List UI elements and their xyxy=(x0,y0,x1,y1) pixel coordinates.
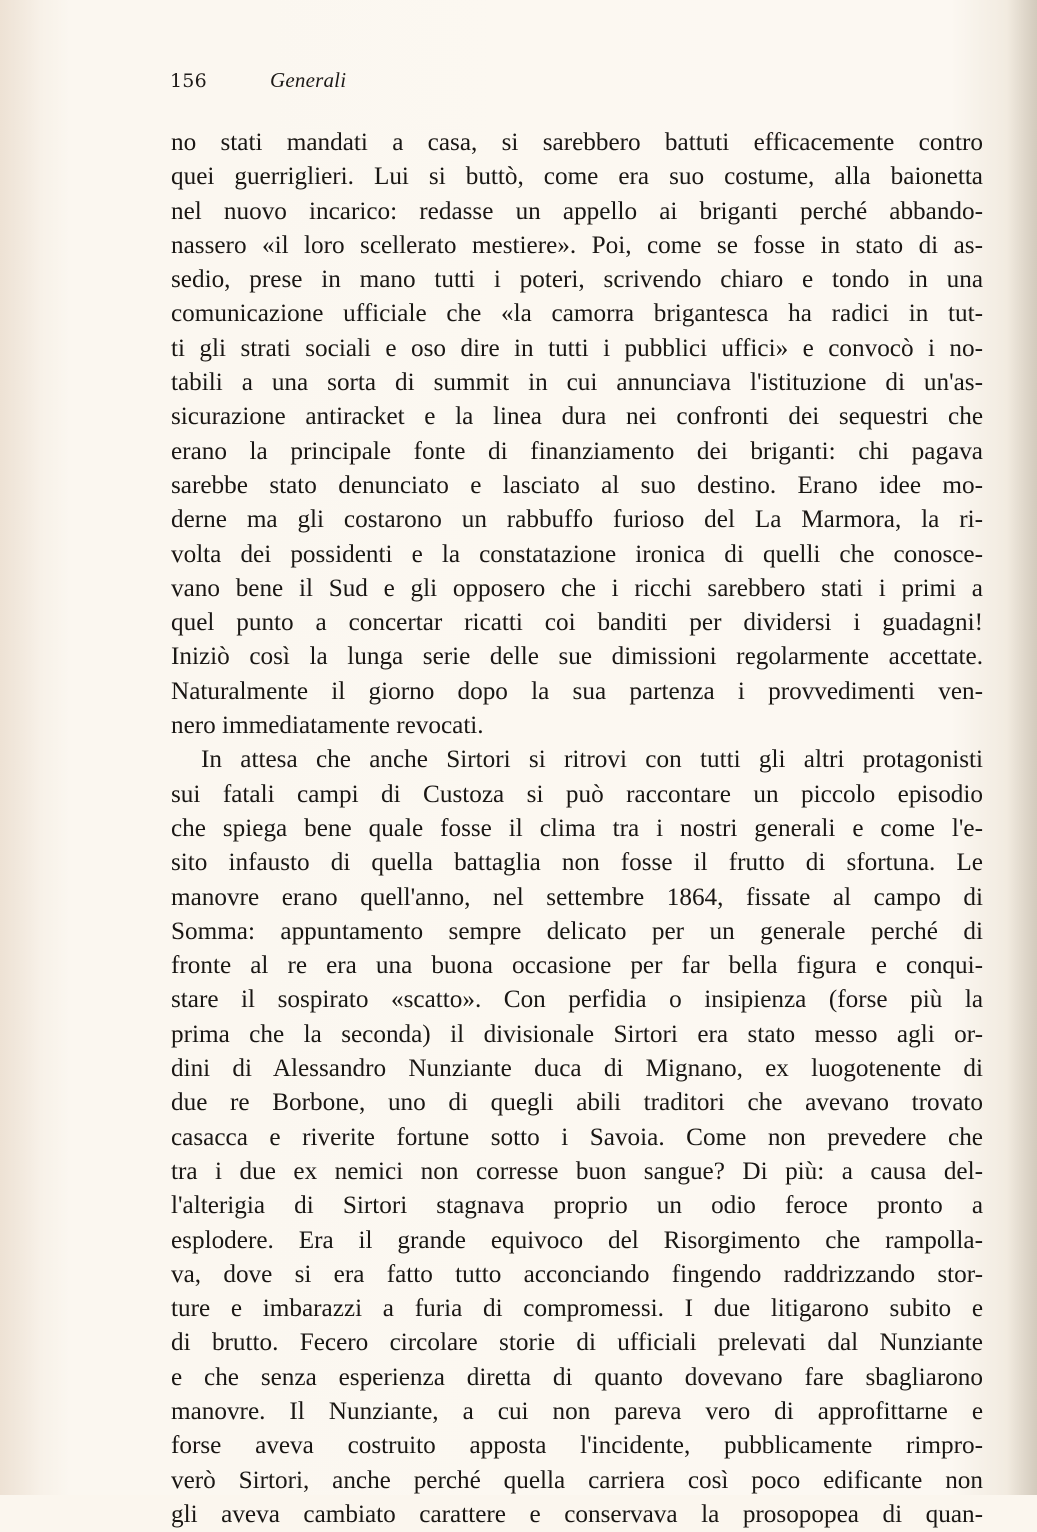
text-line: stare il sospirato «scatto». Con perfidia o insipienza (forse più la xyxy=(171,986,983,1014)
text-line: verò Sirtori, anche perché quella carriera così poco edificante non xyxy=(171,1466,983,1494)
running-header xyxy=(170,68,346,93)
text-line: Iniziò così la lunga serie delle sue dimissioni regolarmente accettate. xyxy=(171,643,983,671)
text-line: forse aveva costruito apposta l'incidente, pubblicamente rimpro- xyxy=(171,1432,983,1460)
text-line: sarebbe stato denunciato e lasciato al suo destino. Erano idee mo- xyxy=(171,471,983,499)
section-title: Generali xyxy=(270,68,347,92)
text-line: quel punto a concertar ricatti coi banditi per dividersi i guadagni! xyxy=(171,609,983,637)
text-line: no stati mandati a casa, si sarebbero battuti efficacemente contro xyxy=(171,129,983,156)
text-line: sedio, prese in mano tutti i poteri, scrivendo chiaro e tondo in una xyxy=(171,266,983,294)
text-line: derne ma gli costarono un rabbuffo furioso del La Marmora, la ri- xyxy=(171,506,983,534)
text-line: gli aveva cambiato carattere e conservava la prosopopea di quan- xyxy=(171,1500,983,1528)
paragraph xyxy=(171,743,983,1532)
text-line: Naturalmente il giorno dopo la sua partenza i provvedimenti ven- xyxy=(171,677,983,705)
text-line: quei guerriglieri. Lui si buttò, come era suo costume, alla baionetta xyxy=(171,163,983,191)
page-number: 156 xyxy=(170,70,207,92)
text-line: sicurazione antiracket e la linea dura nei confronti dei sequestri che xyxy=(171,403,983,431)
text-line: In attesa che anche Sirtori si ritrovi con tutti gli altri protagonisti xyxy=(201,746,983,774)
text-line: e che senza esperienza diretta di quanto dovevano fare sbagliarono xyxy=(171,1363,983,1391)
text-line: ture e imbarazzi a furia di compromessi. I due litigarono subito e xyxy=(171,1295,983,1323)
text-line: prima che la seconda) il divisionale Sirtori era stato messo agli or- xyxy=(171,1020,983,1048)
text-line: sito infausto di quella battaglia non fosse il frutto di sfortuna. Le xyxy=(171,849,983,877)
text-line: nel nuovo incarico: redasse un appello ai briganti perché abbando- xyxy=(171,197,983,225)
text-line: sui fatali campi di Custoza si può raccontare un piccolo episodio xyxy=(171,780,983,808)
text-line: ti gli strati sociali e oso dire in tutti i pubblici uffici» e convocò i no- xyxy=(171,334,983,362)
text-line: di brutto. Fecero circolare storie di ufficiali prelevati dal Nunziante xyxy=(171,1329,983,1357)
text-line: volta dei possidenti e la constatazione ironica di quelli che conosce- xyxy=(171,540,983,568)
text-line: manovre erano quell'anno, nel settembre 1864, fissate al campo di xyxy=(171,883,983,911)
body-text xyxy=(171,126,983,1532)
text-line: comunicazione ufficiale che «la camorra brigantesca ha radici in tut- xyxy=(171,300,983,328)
text-line: va, dove si era fatto tutto acconciando fingendo raddrizzando stor- xyxy=(171,1260,983,1288)
text-line: tabili a una sorta di summit in cui annunciava l'istituzione di un'as- xyxy=(171,369,983,397)
text-line: che spiega bene quale fosse il clima tra i nostri generali e come l'e- xyxy=(171,814,983,842)
text-line: esplodere. Era il grande equivoco del Risorgimento che rampolla- xyxy=(171,1226,983,1254)
text-line: casacca e riverite fortune sotto i Savoia. Come non prevedere che xyxy=(171,1123,983,1151)
text-line: dini di Alessandro Nunziante duca di Mignano, ex luogotenente di xyxy=(171,1055,983,1083)
gutter-shadow xyxy=(0,0,70,1495)
text-line: nero immediatamente revocati. xyxy=(171,712,484,740)
text-line: nassero «il loro scellerato mestiere». Poi, come se fosse in stato di as- xyxy=(171,231,983,259)
text-line: fronte al re era una buona occasione per far bella figura e conqui- xyxy=(171,952,983,980)
text-line: vano bene il Sud e gli opposero che i ricchi sarebbero stati i primi a xyxy=(171,574,983,602)
text-line: due re Borbone, uno di quegli abili traditori che avevano trovato xyxy=(171,1089,983,1117)
page-edge-shadow xyxy=(1007,0,1037,1495)
text-line: l'alterigia di Sirtori stagnava proprio un odio feroce pronto a xyxy=(171,1192,983,1220)
text-line: Somma: appuntamento sempre delicato per un generale perché di xyxy=(171,917,983,945)
paragraph xyxy=(171,126,983,743)
text-line: tra i due ex nemici non corresse buon sangue? Di più: a causa del- xyxy=(171,1157,983,1185)
text-line: manovre. Il Nunziante, a cui non pareva vero di approfittarne e xyxy=(171,1397,983,1425)
text-line: erano la principale fonte di finanziamento dei briganti: chi pagava xyxy=(171,437,983,465)
